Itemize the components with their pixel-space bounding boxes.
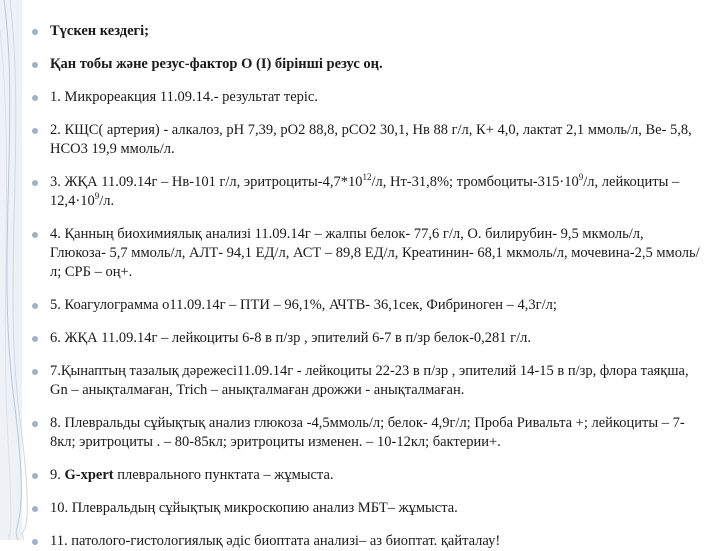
bullet-icon	[32, 473, 38, 479]
list-item	[30, 173, 700, 211]
bullet-icon	[32, 421, 38, 427]
list-item	[30, 88, 700, 107]
item-text-mid: /л, лейкоциты –12,4·10	[50, 174, 680, 209]
item-text: 10. Плевральдың сұйықтық микроскопию анализ МБТ– жұмыста.	[50, 500, 458, 516]
item-text: 1. Микрореакция 11.09.14.- результат теріс.	[50, 89, 318, 105]
list-item	[30, 414, 700, 452]
item-text-start: 9.	[50, 467, 65, 483]
list-item	[30, 362, 700, 400]
bullet-icon	[32, 29, 38, 35]
list-item	[30, 225, 700, 282]
item-text-end: плеврального пунктата – жұмыста.	[113, 467, 334, 483]
bullet-icon	[32, 128, 38, 134]
bullet-icon	[32, 95, 38, 101]
bullet-icon	[32, 232, 38, 238]
item-text: Қан тобы және резус-фактор O (I) бірінші резус оң.	[50, 56, 383, 72]
list-item	[30, 466, 700, 485]
list-item	[30, 499, 700, 518]
item-text: 7.Қынаптың тазалық дәрежесі11.09.14г - лейкоциты 22-23 в п/зр , эпителий 14-15 в п/зр, флора таяқша, Gn – анықталмаған, Trich – анықталмаған дрожжи - анықталмаған.	[50, 363, 689, 398]
side-decoration	[0, 0, 28, 540]
item-text: 8. Плевральды сұйықтық анализ глюкоза -4,5ммоль/л; белок- 4,9г/л; Проба Ривальта +; лейкоциты – 7-8кл; эритроциты . – 80-85кл; эритроциты изменен. – 10-12кл; бактерии+.	[50, 415, 685, 450]
bullet-icon	[32, 180, 38, 186]
superscript: 9	[94, 191, 100, 202]
bullet-icon	[32, 62, 38, 68]
superscript: 9	[578, 172, 584, 183]
item-text: 6. ЖҚА 11.09.14г – лейкоциты 6-8 в п/зр , эпителий 6-7 в п/зр белок-0,281 г/л.	[50, 330, 531, 346]
item-text: 5. Коагулограмма о11.09.14г – ПТИ – 96,1%, АЧТВ- 36,1сек, Фибриноген – 4,3г/л;	[50, 297, 557, 313]
superscript: 12	[362, 172, 372, 183]
item-text: Түскен кездегі;	[50, 23, 149, 39]
list-item	[30, 296, 700, 315]
list-item	[30, 22, 700, 41]
content-area	[30, 22, 700, 551]
item-text-end: /л.	[99, 193, 115, 209]
item-text: 11. патолого-гистологиялық әдіс биоптата анализі– аз биоптат. қайталау!	[50, 533, 501, 549]
item-list	[30, 22, 700, 551]
list-item	[30, 55, 700, 74]
list-item	[30, 329, 700, 348]
bullet-icon	[32, 369, 38, 375]
bullet-icon	[32, 336, 38, 342]
item-text-start: 3. ЖҚА 11.09.14г – Нв-101 г/л, эритроциты-4,7*10	[50, 174, 363, 190]
list-item	[30, 121, 700, 159]
item-text-bold: G-xpert	[64, 467, 114, 483]
list-item	[30, 532, 700, 551]
item-text-mid: /л, Нт-31,8%; тромбоциты-315·10	[371, 174, 579, 190]
bullet-icon	[32, 303, 38, 309]
item-text: 4. Қанның биохимиялық анализі 11.09.14г – жалпы белок- 77,6 г/л, О. билирубин- 9,5 мкмоль/л, Глюкоза- 5,7 ммоль/л, АЛТ- 94,1 ЕД/л, АСТ – 89,8 ЕД/л, Креатинин- 68,1 мкмоль/л, мочевина-2,5 ммоль/л; СРБ – оң+.	[50, 226, 700, 280]
item-text: 2. КЩС( артерия) - алкалоз, рН 7,39, рО2 88,8, рСО2 30,1, Нв 88 г/л, К+ 4,0, лактат 2,1 ммоль/л, Ве- 5,8, НСО3 19,9 ммоль/л.	[50, 122, 692, 157]
bullet-icon	[32, 506, 38, 512]
